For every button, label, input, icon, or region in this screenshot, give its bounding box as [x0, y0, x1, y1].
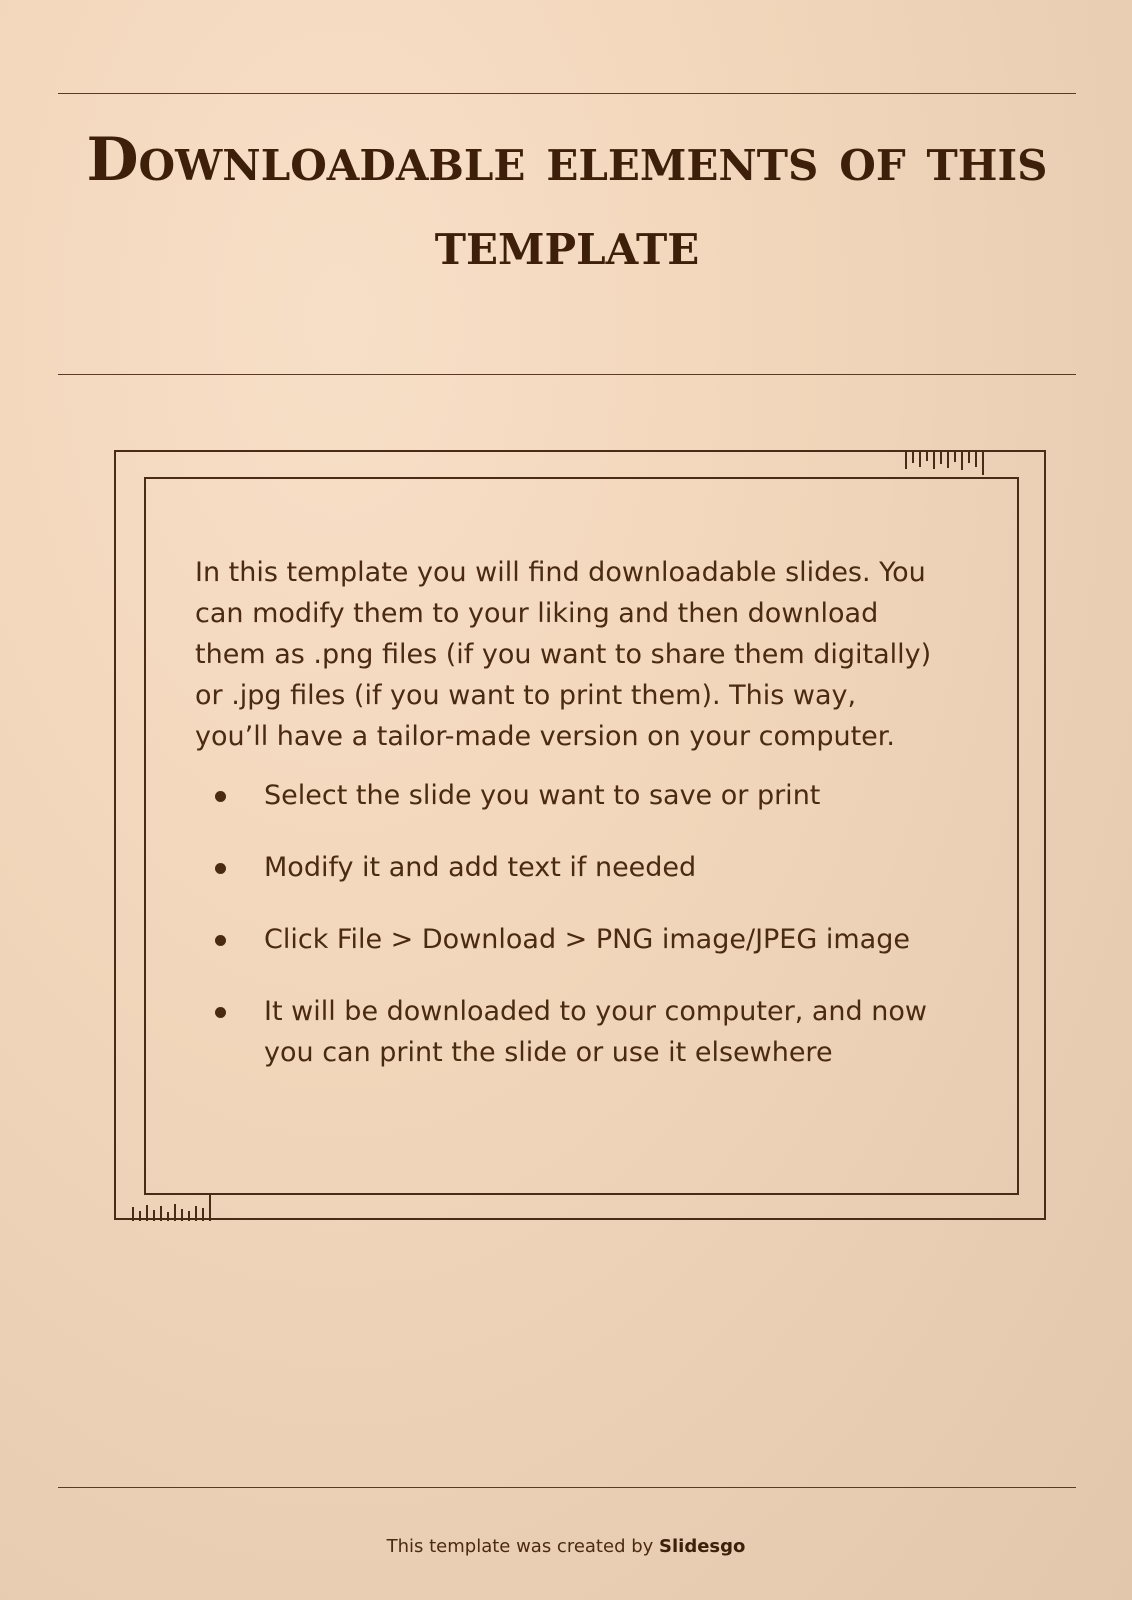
list-item	[195, 847, 935, 888]
bullet-icon	[215, 863, 226, 874]
steps-list	[195, 775, 935, 1073]
bullet-icon	[215, 791, 226, 802]
footer-rule	[58, 1487, 1076, 1488]
bottom-left-tick-ornament	[132, 1195, 211, 1221]
content-body	[195, 552, 935, 1104]
step-text: It will be downloaded to your computer, and now you can print the slide or use it elsewhere	[264, 996, 927, 1068]
page-title: Downloadable elements of this template	[86, 125, 1048, 279]
intro-paragraph: In this template you will find downloadable slides. You can modify them to your liking and then download them as .png files (if you want to share them digitally) or .jpg files (if you want to print them). This way, you’ll have a tailor-made version on your computer.	[195, 557, 932, 752]
step-text: Select the slide you want to save or print	[264, 780, 821, 811]
list-item	[195, 775, 935, 816]
step-text: Modify it and add text if needed	[264, 852, 697, 883]
top-rule	[58, 93, 1076, 94]
step-text: Click File > Download > PNG image/JPEG image	[264, 924, 910, 955]
bullet-icon	[215, 935, 226, 946]
footer-credit	[0, 1536, 1132, 1557]
title-bottom-rule	[58, 374, 1076, 375]
list-item	[195, 919, 935, 960]
list-item	[195, 991, 935, 1073]
top-right-tick-ornament	[905, 451, 984, 475]
brand-link[interactable]: Slidesgo	[659, 1536, 746, 1557]
footer-prefix: This template was created by	[386, 1536, 654, 1557]
bullet-icon	[215, 1007, 226, 1018]
